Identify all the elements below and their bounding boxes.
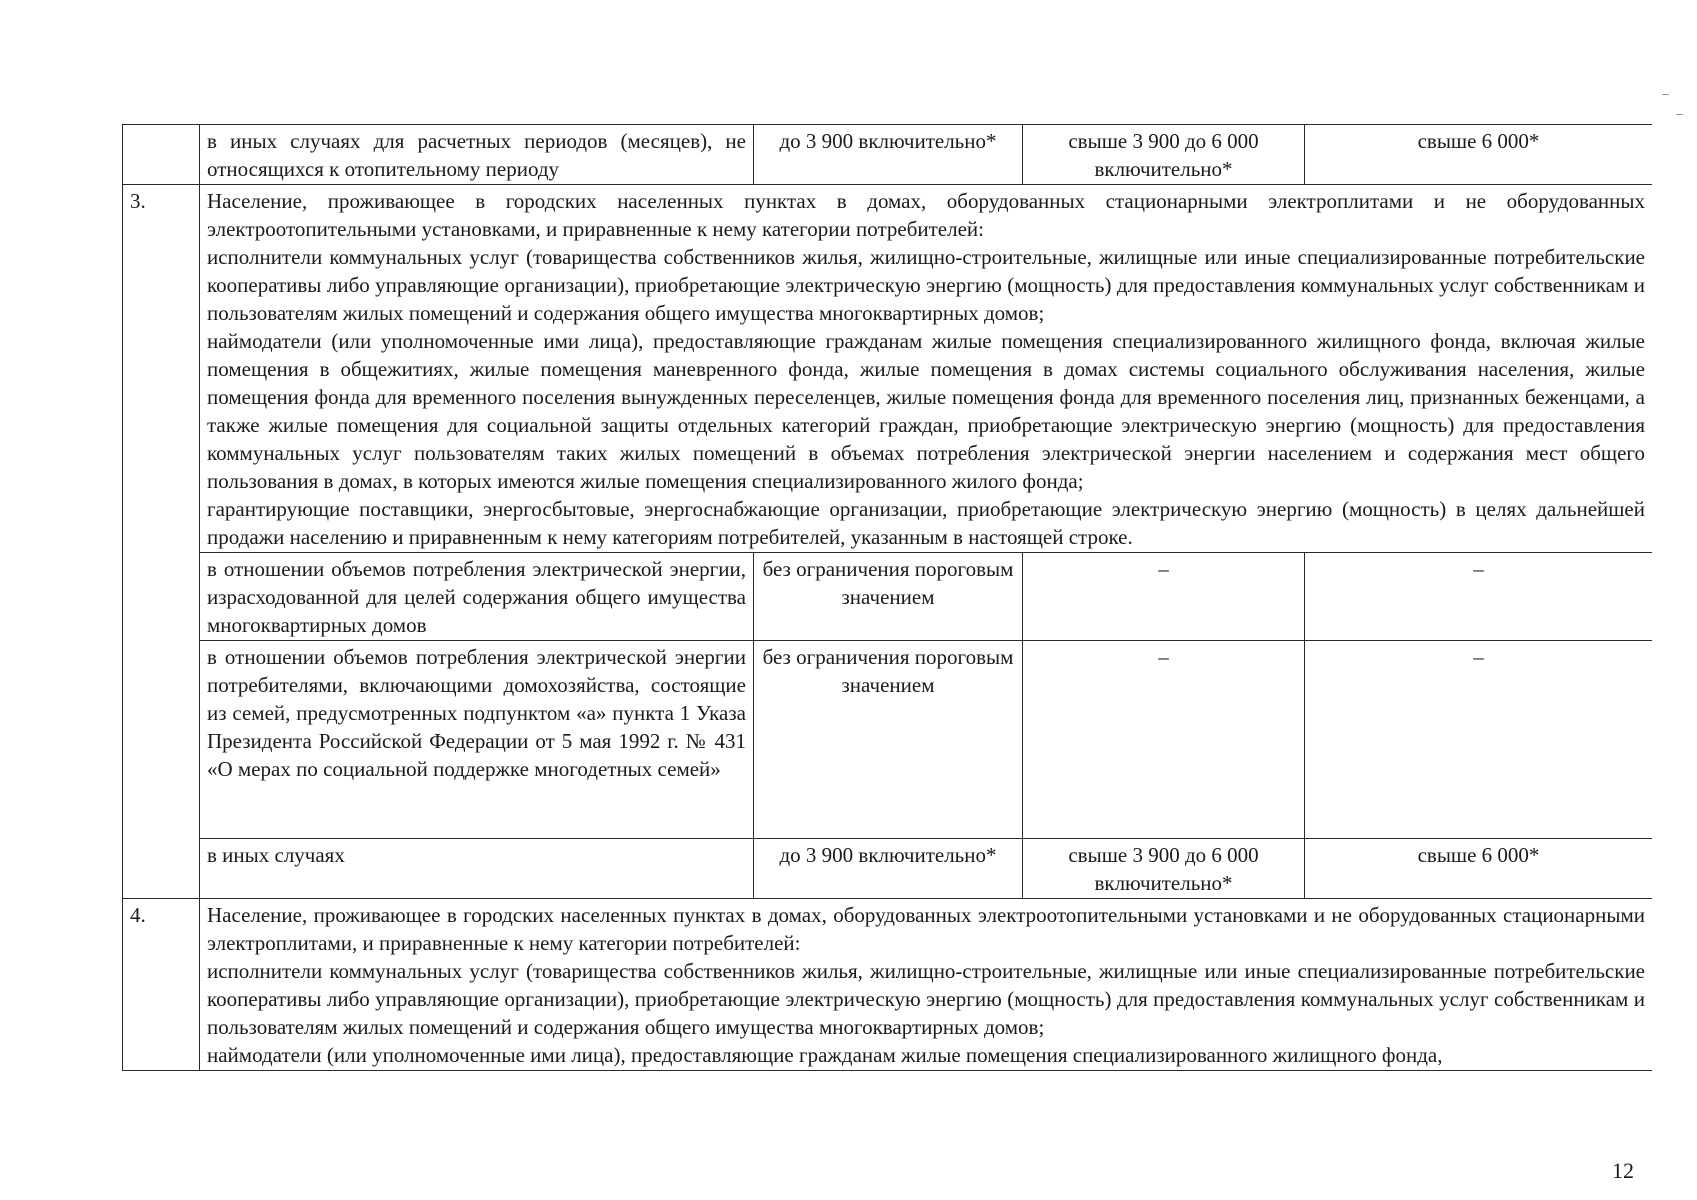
condition-cell: в отношении объемов потребления электрической энергии потребителями, включающими домохозяйства, состоящие из семей, предусмотренных подпунктом «а» пункта 1 Указа Президента Российской Федерации от 5 мая 1992 г. № 431 «О мерах по социальной поддержке многодетных семей» [200,641,754,839]
range-low-cell: до 3 900 включительно* [754,839,1023,899]
scan-artifact [1662,94,1669,95]
category-description-cell [200,185,1653,553]
table-row [123,839,1653,899]
range-high-cell: свыше 6 000* [1305,839,1653,899]
category-paragraph: гарантирующие поставщики, энергосбытовые, энергоснабжающие организации, приобретающие электрическую энергию (мощность) в целях дальнейшей продажи населению и приравненным к нему категориям потребителей, указанным в настоящей строке. [207,497,1645,549]
condition-cell: в иных случаях для расчетных периодов (месяцев), не относящихся к отопительному периоду [200,125,754,185]
range-mid-cell: – [1023,553,1305,641]
row-number-cell: 4. [123,899,200,1071]
range-high-cell: – [1305,553,1653,641]
row-number-cell: 3. [123,185,200,899]
category-paragraph: исполнители коммунальных услуг (товарищества собственников жилья, жилищно-строительные, жилищные или иные специализированные потребительские кооперативы либо управляющие организации), приобретающие электрическую энергию (мощность) для предоставления коммунальных услуг собственникам и пользователям жилых помещений и содержания общего имущества многоквартирных домов; [207,245,1645,325]
category-paragraph: Население, проживающее в городских населенных пунктах в домах, оборудованных электроотопительными установками и не оборудованных стационарными электроплитами, и приравненные к нему категории потребителей: [207,903,1645,955]
scan-artifact [1676,114,1683,115]
range-mid-cell: свыше 3 900 до 6 000 включительно* [1023,839,1305,899]
range-high-cell: – [1305,641,1653,839]
page-number: 12 [1612,1158,1634,1183]
category-paragraph: наймодатели (или уполномоченные ими лица), предоставляющие гражданам жилые помещения специализированного жилищного фонда, [207,1043,1443,1067]
table-row [123,553,1653,641]
tariff-table-container [122,124,1652,1140]
table-row [123,641,1653,839]
tariff-table [122,124,1652,1071]
category-paragraph: исполнители коммунальных услуг (товарищества собственников жилья, жилищно-строительные, жилищные или иные специализированные потребительские кооперативы либо управляющие организации), приобретающие электрическую энергию (мощность) для предоставления коммунальных услуг собственникам и пользователям жилых помещений и содержания общего имущества многоквартирных домов; [207,959,1645,1039]
condition-cell: в иных случаях [200,839,754,899]
range-low-cell: без ограничения пороговым значением [754,641,1023,839]
row-number-cell [123,125,200,185]
table-row [123,125,1653,185]
category-paragraph: наймодатели (или уполномоченные ими лица), предоставляющие гражданам жилые помещения специализированного жилищного фонда, включая жилые помещения в общежитиях, жилые помещения маневренного фонда, жилые помещения в домах системы социального обслуживания населения, жилые помещения фонда для временного поселения вынужденных переселенцев, жилые помещения фонда для временного поселения лиц, признанных беженцами, а также жилые помещения для социальной защиты отдельных категорий граждан, приобретающие электрическую энергию (мощность) для предоставления коммунальных услуг пользователям таких жилых помещений в объемах потребления электрической энергии населением и содержания мест общего пользования в домах, в которых имеются жилые помещения специализированного жилого фонда; [207,329,1645,493]
category-description-cell [200,899,1653,1071]
range-low-cell: до 3 900 включительно* [754,125,1023,185]
range-low-cell: без ограничения пороговым значением [754,553,1023,641]
condition-cell: в отношении объемов потребления электрической энергии, израсходованной для целей содержания общего имущества многоквартирных домов [200,553,754,641]
category-paragraph: Население, проживающее в городских населенных пунктах в домах, оборудованных стационарными электроплитами и не оборудованных электроотопительными установками, и приравненные к нему категории потребителей: [207,189,1645,241]
range-high-cell: свыше 6 000* [1305,125,1653,185]
range-mid-cell: – [1023,641,1305,839]
section-header-row [123,899,1653,1071]
section-header-row [123,185,1653,553]
range-mid-cell: свыше 3 900 до 6 000 включительно* [1023,125,1305,185]
